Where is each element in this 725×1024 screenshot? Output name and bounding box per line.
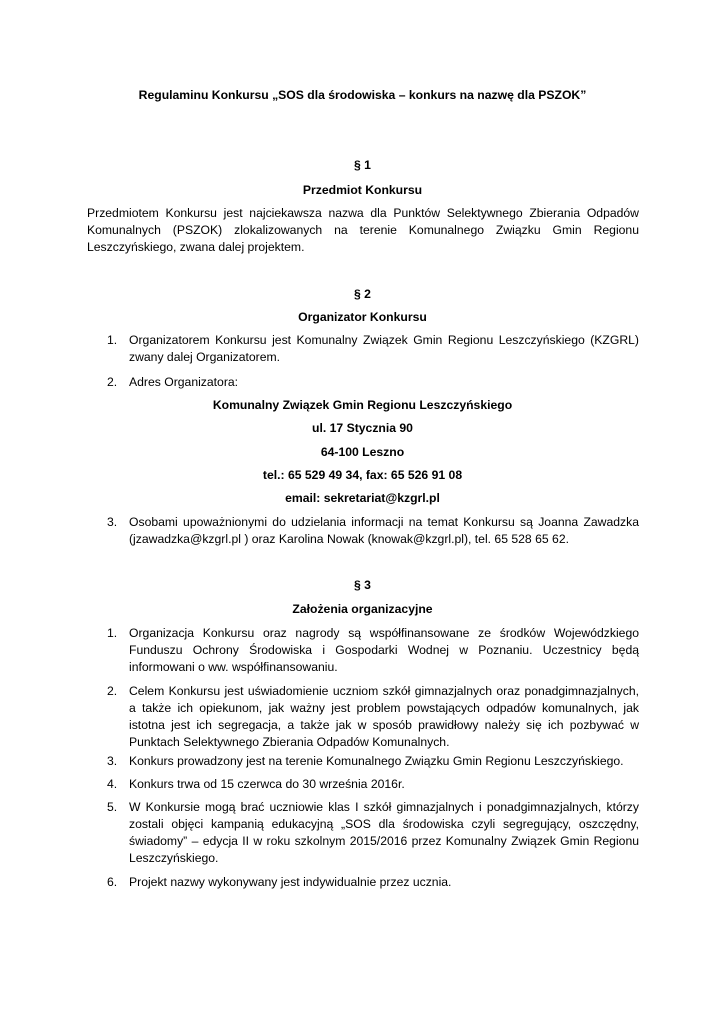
list-text: Celem Konkursu jest uświadomienie uczniom szkół gimnazjalnych oraz ponadgimnazjalnych, a także ich opiekunom, jak ważny jest problem powstających odpadów komunalnych, jak istotna jest ich segregacja, a także jak w sposób prawidłowy należy się ich pozbywać w Punktach Selektywnego Zbierania Odpadów Komunalnych.: [129, 684, 639, 749]
list-text: W Konkursie mogą brać uczniowie klas I szkół gimnazjalnych i ponadgimnazjalnych, którzy zostali objęci kampanią edukacyjną „SOS dla środowiska czyli segregujący, oszczędny, świadomy” – edycja II w roku szkolnym 2015/2016 przez Komunalny Związek Gmin Regionu Leszczyńskiego.: [129, 800, 639, 865]
list-text: Adres Organizatora:: [129, 375, 239, 389]
list-number: 4.: [107, 777, 118, 791]
list-text: Projekt nazwy wykonywany jest indywidualnie przez ucznia.: [129, 875, 452, 889]
section-2-number: § 2: [354, 287, 371, 301]
list-text: Organizacja Konkursu oraz nagrody są współfinansowane ze środków Wojewódzkiego Funduszu Ochrony Środowiska i Gospodarki Wodnej w Poznaniu. Uczestnicy będą informowani o ww. współfinansowaniu.: [129, 626, 639, 674]
organizer-phone-fax: tel.: 65 529 49 34, fax: 65 526 91 08: [262, 468, 463, 482]
section-1-title: Przedmiot Konkursu: [302, 183, 423, 197]
list-text: Organizatorem Konkursu jest Komunalny Związek Gmin Regionu Leszczyńskiego (KZGRL) zwany dalej Organizatorem.: [129, 333, 639, 364]
section-3-number: § 3: [354, 578, 371, 592]
list-text: Osobami upoważnionymi do udzielania informacji na temat Konkursu są Joanna Zawadzka (jzawadzka@kzgrl.pl ) oraz Karolina Nowak (knowak@kzgrl.pl), tel. 65 528 65 62.: [129, 515, 639, 546]
section-3-title: Założenia organizacyjne: [292, 602, 433, 616]
section-1-number: § 1: [354, 158, 371, 172]
organizer-city: 64-100 Leszno: [320, 445, 405, 459]
section-1-paragraph: Przedmiotem Konkursu jest najciekawsza nazwa dla Punktów Selektywnego Zbierania Odpadów Komunalnych (PSZOK) zlokalizowanych na terenie Komunalnego Związku Gmin Regionu Leszczyńskiego, zwana dalej projektem.: [87, 206, 639, 254]
list-number: 1.: [107, 626, 118, 640]
list-number: 5.: [107, 800, 118, 814]
document-title: Regulaminu Konkursu „SOS dla środowiska – konkurs na nazwę dla PSZOK”: [138, 88, 587, 102]
list-text: Konkurs trwa od 15 czerwca do 30 września 2016r.: [129, 777, 405, 791]
list-number: 3.: [107, 515, 118, 529]
list-number: 2.: [107, 684, 118, 698]
organizer-name: Komunalny Związek Gmin Regionu Leszczyńskiego: [212, 398, 513, 412]
list-text: Konkurs prowadzony jest na terenie Komunalnego Związku Gmin Regionu Leszczyńskiego.: [129, 754, 624, 768]
organizer-email: email: sekretariat@kzgrl.pl: [285, 491, 440, 505]
section-2-title: Organizator Konkursu: [298, 310, 427, 324]
list-number: 1.: [107, 333, 118, 347]
list-number: 3.: [107, 754, 118, 768]
list-number: 2.: [107, 375, 118, 389]
list-number: 6.: [107, 875, 118, 889]
organizer-street: ul. 17 Stycznia 90: [312, 421, 413, 435]
